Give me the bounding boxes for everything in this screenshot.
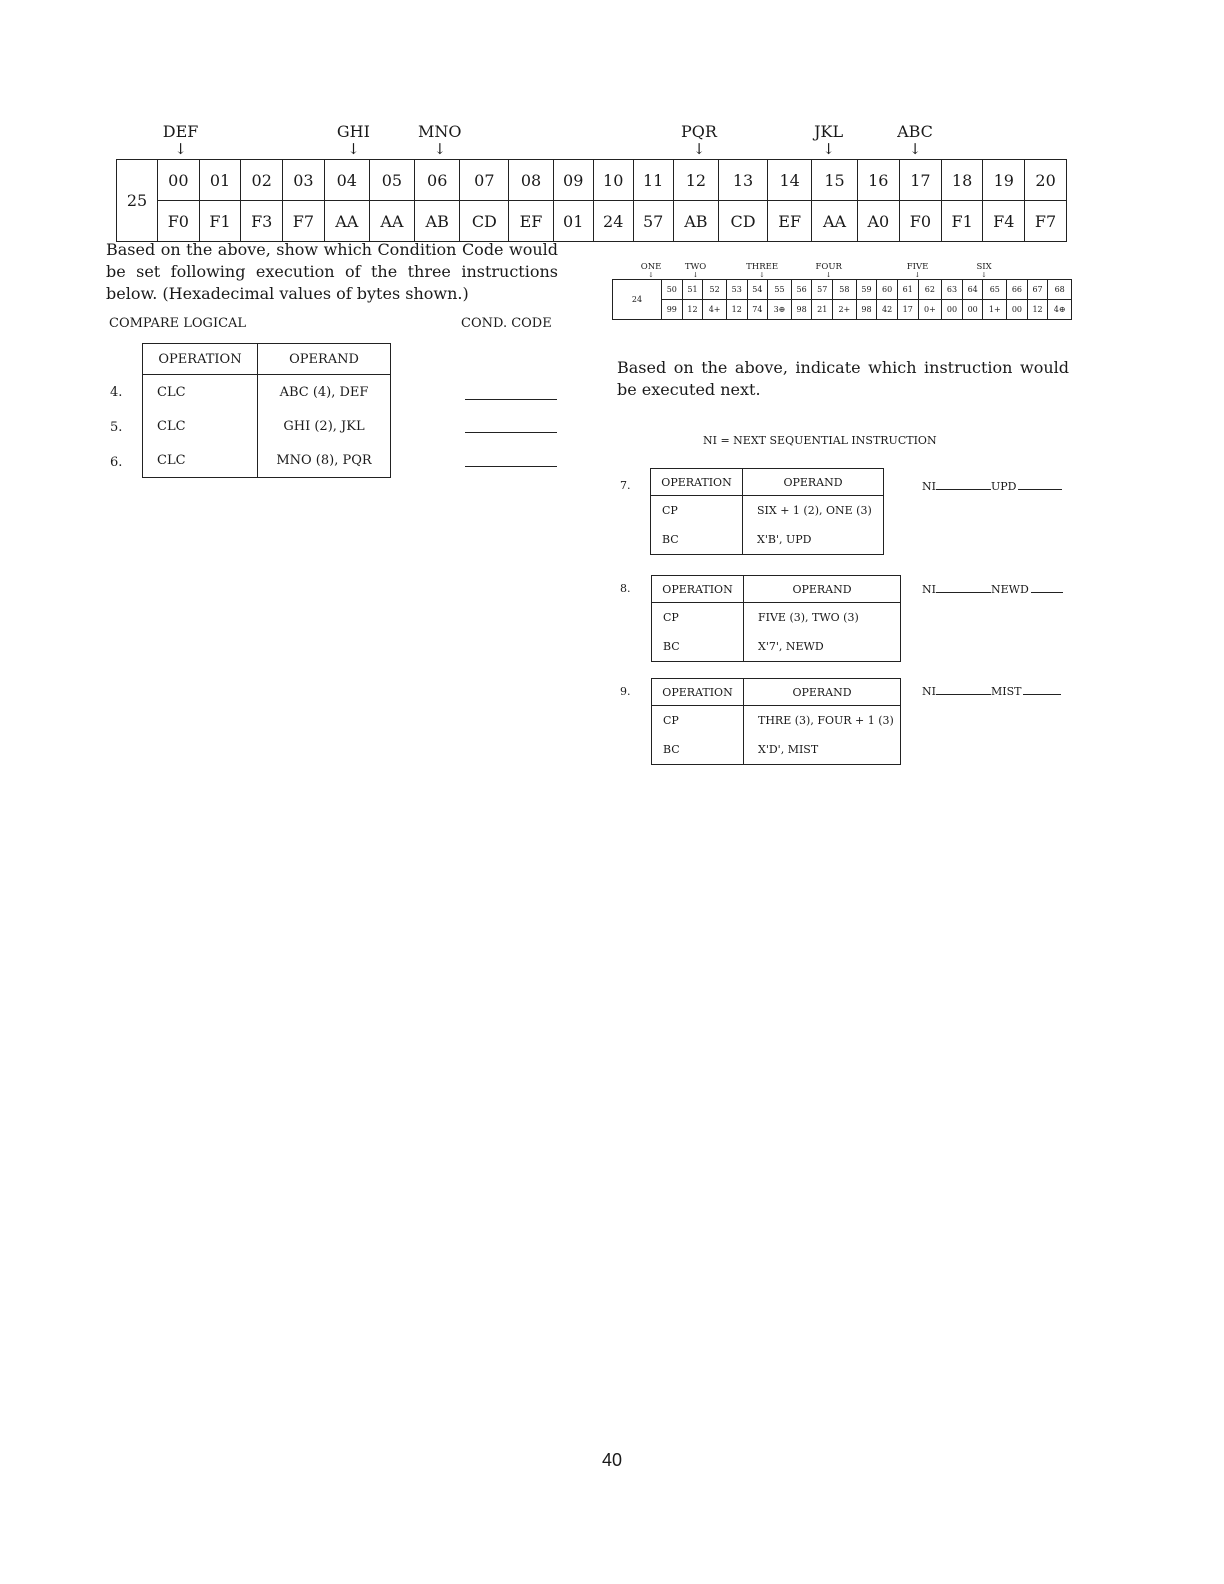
answer-blank[interactable]: [936, 582, 991, 593]
table-row: [652, 735, 901, 765]
value-cell: 42: [877, 300, 898, 320]
value-cell: F1: [941, 201, 983, 242]
field-label: [162, 122, 199, 158]
value-cell: EF: [767, 201, 812, 242]
address-cell: 66: [1007, 280, 1028, 300]
field-label: [641, 263, 662, 278]
answer-blank[interactable]: [465, 399, 557, 400]
address-cell: 18: [941, 160, 983, 201]
address-cell: 58: [833, 280, 857, 300]
target-label: NEWD: [990, 583, 1029, 596]
address-cell: 08: [509, 160, 554, 201]
address-cell: 00: [158, 160, 200, 201]
ni-label: NI: [922, 480, 936, 493]
field-label-name: FIVE: [906, 262, 929, 272]
memory1-table: [116, 159, 1067, 242]
down-arrow-icon: ↓: [908, 140, 922, 158]
value-cell: 2+: [833, 300, 857, 320]
answer-blank[interactable]: [936, 479, 991, 490]
operation-cell: CLC: [143, 443, 258, 478]
field-label-name: MNO: [418, 122, 462, 141]
value-cell: 12: [682, 300, 703, 320]
value-cell: 3⊕: [768, 300, 792, 320]
header-operand: OPERAND: [743, 469, 884, 496]
field-label-name: DEF: [162, 122, 199, 141]
value-cell: F0: [158, 201, 200, 242]
operation-cell: CLC: [143, 375, 258, 410]
field-label-name: TWO: [684, 262, 707, 272]
value-cell: F1: [199, 201, 241, 242]
field-label: [418, 122, 462, 158]
answer-blank[interactable]: [1023, 684, 1061, 695]
value-cell: F0: [900, 201, 942, 242]
field-label: [814, 122, 844, 158]
field-label-name: GHI: [336, 122, 370, 141]
memory2-table: [612, 279, 1072, 320]
address-cell: 10: [593, 160, 633, 201]
answer-blank[interactable]: [465, 466, 557, 467]
value-cell: 98: [791, 300, 812, 320]
page-number: 40: [601, 1450, 623, 1470]
cond-code-label: COND. CODE: [461, 316, 552, 331]
table-row: [143, 375, 391, 410]
field-label: [681, 122, 717, 158]
field-label: [976, 263, 991, 278]
address-cell: 20: [1025, 160, 1067, 201]
value-cell: CD: [719, 201, 768, 242]
address-cell: 15: [812, 160, 857, 201]
value-cell: 99: [662, 300, 683, 320]
address-cell: 17: [900, 160, 942, 201]
value-cell: F7: [1025, 201, 1067, 242]
answer-blank[interactable]: [1031, 582, 1063, 593]
address-cell: 57: [812, 280, 833, 300]
value-cell: AA: [324, 201, 369, 242]
value-cell: A0: [857, 201, 900, 242]
value-cell: 74: [747, 300, 768, 320]
value-cell: 0+: [918, 300, 942, 320]
field-label-name: JKL: [814, 122, 844, 141]
operand-cell: X'B', UPD: [743, 525, 884, 555]
address-cell: 51: [682, 280, 703, 300]
address-cell: 56: [791, 280, 812, 300]
ni-note: NI = NEXT SEQUENTIAL INSTRUCTION: [703, 434, 937, 447]
address-cell: 62: [918, 280, 942, 300]
address-cell: 53: [726, 280, 747, 300]
header-operand: OPERAND: [258, 344, 391, 375]
table-row: [651, 525, 884, 555]
value-cell: 1+: [983, 300, 1007, 320]
field-label-name: THREE: [746, 262, 779, 272]
answer-blank[interactable]: [936, 684, 991, 695]
value-cell: 00: [962, 300, 983, 320]
header-operand: OPERAND: [744, 679, 901, 706]
down-arrow-icon: ↓: [692, 271, 699, 279]
operand-cell: X'D', MIST: [744, 735, 901, 765]
target-label: MIST: [990, 685, 1022, 698]
address-cell: 50: [662, 280, 683, 300]
operand-cell: X'7', NEWD: [744, 632, 901, 662]
down-arrow-icon: ↓: [759, 271, 766, 279]
answer-blank[interactable]: [1018, 479, 1062, 490]
down-arrow-icon: ↓: [433, 140, 447, 158]
down-arrow-icon: ↓: [981, 271, 988, 279]
header-operation: OPERATION: [652, 576, 744, 603]
address-cell: 02: [241, 160, 283, 201]
value-cell: CD: [460, 201, 509, 242]
operand-cell: GHI (2), JKL: [258, 409, 391, 443]
table-row: [652, 632, 901, 662]
header-operation: OPERATION: [143, 344, 258, 375]
address-cell: 64: [962, 280, 983, 300]
operation-cell: CP: [652, 706, 744, 736]
value-cell: 12: [1027, 300, 1048, 320]
address-cell: 54: [747, 280, 768, 300]
value-cell: 01: [553, 201, 593, 242]
address-cell: 52: [703, 280, 727, 300]
field-label: [746, 263, 778, 278]
ni-label: NI: [922, 685, 936, 698]
field-label: [907, 263, 929, 278]
value-cell: AB: [673, 201, 718, 242]
field-label-name: SIX: [976, 262, 992, 272]
field-label-name: PQR: [681, 122, 717, 141]
down-arrow-icon: ↓: [822, 140, 835, 158]
value-cell: 4+: [703, 300, 727, 320]
memory1-block-number: 25: [117, 160, 158, 242]
field-label: [685, 263, 706, 278]
address-cell: 12: [673, 160, 718, 201]
value-cell: 57: [633, 201, 673, 242]
operation-cell: BC: [651, 525, 743, 555]
question1-line: be set following execution of the three instructions: [106, 262, 558, 281]
operand-cell: MNO (8), PQR: [258, 443, 391, 478]
address-cell: 07: [460, 160, 509, 201]
value-cell: F4: [983, 201, 1025, 242]
question-number: 9.: [620, 685, 631, 698]
operation-cell: BC: [652, 632, 744, 662]
value-cell: 24: [593, 201, 633, 242]
header-operand: OPERAND: [744, 576, 901, 603]
address-cell: 61: [897, 280, 918, 300]
ni-answer-line: [922, 582, 1063, 596]
field-label-name: ONE: [640, 262, 662, 272]
value-cell: 00: [942, 300, 963, 320]
field-label-name: FOUR: [815, 262, 842, 272]
field-label-name: ABC: [897, 122, 933, 141]
address-cell: 09: [553, 160, 593, 201]
field-label: [897, 122, 933, 158]
address-cell: 04: [324, 160, 369, 201]
ni-table-7: [650, 468, 884, 555]
value-cell: 00: [1007, 300, 1028, 320]
value-cell: 17: [897, 300, 918, 320]
header-operation: OPERATION: [652, 679, 744, 706]
down-arrow-icon: ↓: [347, 140, 360, 158]
address-cell: 06: [414, 160, 459, 201]
address-cell: 13: [719, 160, 768, 201]
address-cell: 63: [942, 280, 963, 300]
operation-cell: CLC: [143, 409, 258, 443]
value-cell: 21: [812, 300, 833, 320]
down-arrow-icon: ↓: [914, 271, 921, 279]
value-cell: 98: [856, 300, 877, 320]
address-cell: 55: [768, 280, 792, 300]
question-number: 7.: [620, 479, 631, 492]
question-number: 6.: [110, 455, 123, 470]
ni-table-8: [651, 575, 901, 662]
table-row: [652, 706, 901, 736]
table-row: [652, 603, 901, 633]
address-cell: 19: [983, 160, 1025, 201]
compare-logical-table: [142, 343, 391, 478]
value-cell: F7: [283, 201, 325, 242]
header-operation: OPERATION: [651, 469, 743, 496]
ni-answer-line: [922, 684, 1061, 698]
value-cell: AA: [369, 201, 414, 242]
target-label: UPD: [990, 480, 1017, 493]
operand-cell: ABC (4), DEF: [258, 375, 391, 410]
memory2-block-number: 24: [613, 280, 662, 320]
value-cell: AB: [414, 201, 459, 242]
ni-label: NI: [922, 583, 936, 596]
address-cell: 59: [856, 280, 877, 300]
value-cell: EF: [509, 201, 554, 242]
address-cell: 14: [767, 160, 812, 201]
table-row: [143, 409, 391, 443]
address-cell: 05: [369, 160, 414, 201]
address-cell: 16: [857, 160, 900, 201]
ni-table-9: [651, 678, 901, 765]
question2-text: [617, 357, 1069, 401]
down-arrow-icon: ↓: [692, 140, 706, 158]
down-arrow-icon: ↓: [825, 271, 832, 279]
memory1-field-labels: [0, 122, 1224, 162]
question1-line: Based on the above, show which Condition Code would: [106, 240, 558, 259]
value-cell: 4⊕: [1048, 300, 1072, 320]
operand-cell: THRE (3), FOUR + 1 (3): [744, 706, 901, 736]
question-number: 5.: [110, 420, 123, 435]
value-cell: F3: [241, 201, 283, 242]
down-arrow-icon: ↓: [648, 271, 655, 279]
question1-line: below. (Hexadecimal values of bytes shown.): [106, 284, 469, 303]
address-cell: 60: [877, 280, 898, 300]
down-arrow-icon: ↓: [174, 140, 187, 158]
answer-blank[interactable]: [465, 432, 557, 433]
operation-cell: CP: [652, 603, 744, 633]
question2-line: be executed next.: [617, 380, 761, 399]
operand-cell: SIX + 1 (2), ONE (3): [743, 496, 884, 526]
address-cell: 68: [1048, 280, 1072, 300]
table-row: [143, 443, 391, 478]
table-row: [651, 496, 884, 526]
ni-answer-line: [922, 479, 1062, 493]
address-cell: 11: [633, 160, 673, 201]
operation-cell: BC: [652, 735, 744, 765]
question2-line: Based on the above, indicate which instruction would: [617, 358, 1069, 377]
value-cell: 12: [726, 300, 747, 320]
address-cell: 03: [283, 160, 325, 201]
field-label: [815, 263, 841, 278]
question-number: 4.: [110, 385, 123, 400]
question-number: 8.: [620, 582, 631, 595]
operation-cell: CP: [651, 496, 743, 526]
address-cell: 65: [983, 280, 1007, 300]
operand-cell: FIVE (3), TWO (3): [744, 603, 901, 633]
address-cell: 01: [199, 160, 241, 201]
field-label: [336, 122, 370, 158]
section-label: COMPARE LOGICAL: [109, 316, 247, 331]
address-cell: 67: [1027, 280, 1048, 300]
value-cell: AA: [812, 201, 857, 242]
